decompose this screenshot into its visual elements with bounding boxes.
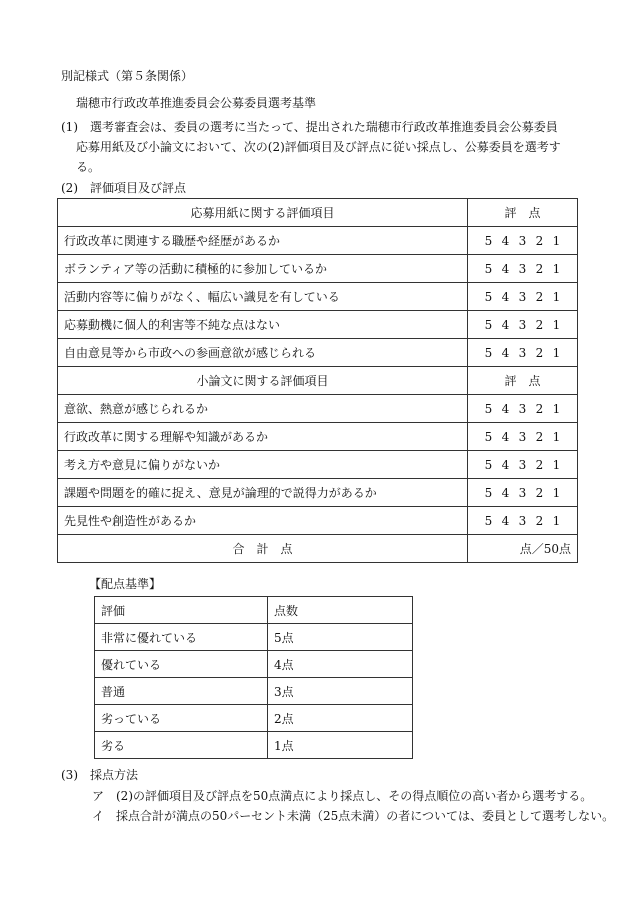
- group2-header: 小論文に関する評価項目: [58, 367, 468, 395]
- eval-item: 考え方や意見に偏りがないか: [58, 451, 468, 479]
- score-options: 5 4 3 2 1: [468, 395, 578, 423]
- score-options: 5 4 3 2 1: [468, 311, 578, 339]
- table-row: [58, 283, 578, 311]
- score-options: 5 4 3 2 1: [468, 423, 578, 451]
- criteria-eval: 劣っている: [95, 705, 268, 732]
- criteria-eval: 劣る: [95, 732, 268, 759]
- table-row: [58, 507, 578, 535]
- eval-item: 行政改革に関連する職歴や経歴があるか: [58, 227, 468, 255]
- table-row: [58, 451, 578, 479]
- table-row: [95, 678, 413, 705]
- group2-header-row: [58, 367, 578, 395]
- table-row: [95, 651, 413, 678]
- eval-item: 応募動機に個人的利害等不純な点はない: [58, 311, 468, 339]
- table-row: [95, 705, 413, 732]
- criteria-col-points: 点数: [268, 597, 413, 624]
- criteria-heading: 【配点基準】: [89, 577, 162, 591]
- section1-line3: る。: [76, 160, 101, 174]
- total-value: 点／50点: [468, 535, 578, 563]
- criteria-points: 4点: [268, 651, 413, 678]
- table-row: [58, 339, 578, 367]
- section1-line2: 応募用紙及び小論文において、次の(2)評価項目及び評点に従い採点し、公募委員を選考す: [76, 140, 561, 154]
- evaluation-table: [57, 198, 578, 563]
- table-row: [58, 311, 578, 339]
- criteria-col-eval: 評価: [95, 597, 268, 624]
- criteria-eval: 非常に優れている: [95, 624, 268, 651]
- eval-item: ボランティア等の活動に積極的に参加しているか: [58, 255, 468, 283]
- group1-header: 応募用紙に関する評価項目: [58, 199, 468, 227]
- criteria-points: 2点: [268, 705, 413, 732]
- criteria-points: 1点: [268, 732, 413, 759]
- eval-item: 先見性や創造性があるか: [58, 507, 468, 535]
- section2-heading: (2) 評価項目及び評点: [61, 181, 186, 195]
- group1-score-header: 評 点: [468, 199, 578, 227]
- document-title: 瑞穂市行政改革推進委員会公募委員選考基準: [76, 96, 317, 110]
- eval-item: 自由意見等から市政への参画意欲が感じられる: [58, 339, 468, 367]
- section1-line1: (1) 選考審査会は、委員の選考に当たって、提出された瑞穂市行政改革推進委員会公募委員: [61, 120, 558, 134]
- criteria-eval: 普通: [95, 678, 268, 705]
- table-row: [58, 479, 578, 507]
- section3-heading: (3) 採点方法: [61, 768, 138, 782]
- table-row: [58, 423, 578, 451]
- eval-item: 行政改革に関する理解や知識があるか: [58, 423, 468, 451]
- criteria-points: 3点: [268, 678, 413, 705]
- score-options: 5 4 3 2 1: [468, 451, 578, 479]
- group2-score-header: 評 点: [468, 367, 578, 395]
- section3-item-a: ア (2)の評価項目及び評点を50点満点により採点し、その得点順位の高い者から選考する。: [92, 789, 593, 803]
- criteria-header-row: [95, 597, 413, 624]
- score-options: 5 4 3 2 1: [468, 227, 578, 255]
- table-row: [95, 732, 413, 759]
- table-row: [58, 227, 578, 255]
- table-row: [58, 395, 578, 423]
- score-options: 5 4 3 2 1: [468, 479, 578, 507]
- eval-item: 意欲、熱意が感じられるか: [58, 395, 468, 423]
- eval-item: 課題や問題を的確に捉え、意見が論理的で説得力があるか: [58, 479, 468, 507]
- score-options: 5 4 3 2 1: [468, 507, 578, 535]
- eval-item: 活動内容等に偏りがなく、幅広い識見を有している: [58, 283, 468, 311]
- score-options: 5 4 3 2 1: [468, 255, 578, 283]
- score-options: 5 4 3 2 1: [468, 339, 578, 367]
- criteria-table: [94, 596, 413, 759]
- table-row: [95, 624, 413, 651]
- score-options: 5 4 3 2 1: [468, 283, 578, 311]
- criteria-points: 5点: [268, 624, 413, 651]
- table-row: [58, 255, 578, 283]
- total-row: [58, 535, 578, 563]
- criteria-eval: 優れている: [95, 651, 268, 678]
- group1-header-row: [58, 199, 578, 227]
- total-label: 合 計 点: [58, 535, 468, 563]
- form-label: 別記様式（第５条関係）: [61, 69, 194, 83]
- section3-item-i: イ 採点合計が満点の50パーセント未満（25点未満）の者については、委員として選考しない。: [92, 809, 615, 823]
